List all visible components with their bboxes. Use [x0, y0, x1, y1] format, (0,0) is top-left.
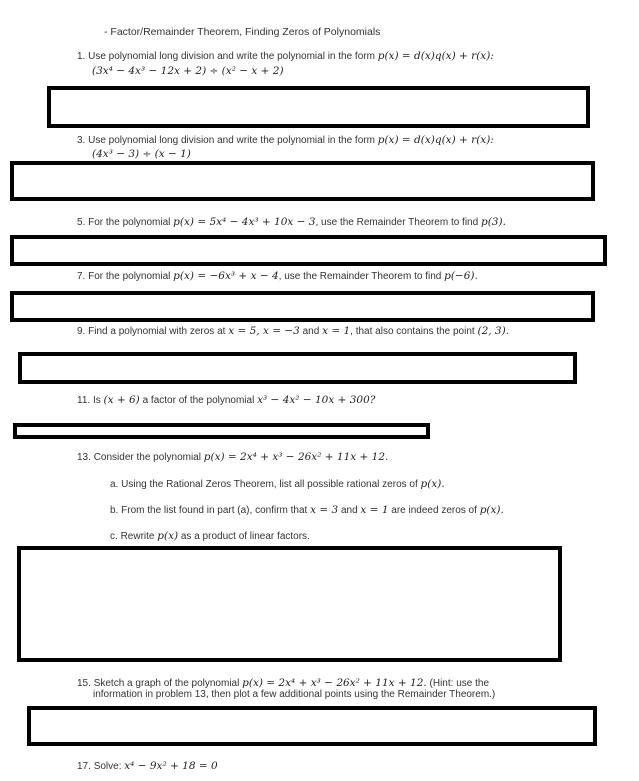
problem-text: , use the Remainder Theorem to find [278, 271, 442, 282]
math-zeros: x = 5, x = −3 [228, 325, 300, 337]
problem-13 [77, 451, 388, 463]
math-factor: (x + 6) [103, 394, 140, 406]
answer-box-13[interactable] [17, 546, 562, 662]
math-point: (2, 3). [477, 325, 510, 337]
problem-text: Solve: [93, 761, 122, 772]
problem-number: 15. [77, 678, 91, 689]
problem-13c [110, 530, 310, 542]
math-form: p(x) = d(x)q(x) + r(x): [377, 134, 494, 146]
problem-text: Consider the polynomial [93, 452, 201, 463]
problem-3-expression: (4x³ − 3) ÷ (x − 1) [92, 148, 191, 160]
problem-5 [77, 216, 506, 228]
math-polynomial: x³ − 4x² − 10x + 300? [257, 394, 376, 406]
math-polynomial: p(x) [157, 530, 179, 542]
part-label: c. [110, 531, 118, 542]
problem-number: 11. [77, 395, 91, 406]
problem-text: , use the Remainder Theorem to find [315, 217, 479, 228]
problem-text: , that also contains the point [350, 326, 475, 337]
answer-box-1[interactable] [47, 86, 590, 128]
problem-9 [77, 325, 509, 337]
problem-3 [77, 134, 494, 146]
problem-text: a factor of the polynomial [142, 395, 255, 406]
problem-number: 9. [77, 326, 86, 337]
math-zero: x = 1 [360, 504, 389, 516]
problem-text: Sketch a graph of the polynomial [93, 678, 240, 689]
math-polynomial: p(x) = 5x⁴ − 4x³ + 10x − 3 [173, 216, 316, 228]
problem-text: Use polynomial long division and write the polynomial in the form [88, 135, 375, 146]
part-label: b. [110, 505, 119, 516]
problem-number: 13. [77, 452, 91, 463]
answer-box-15[interactable] [27, 706, 597, 746]
part-text: From the list found in part (a), confirm that [121, 505, 308, 516]
problem-number: 17. [77, 761, 91, 772]
math-target: p(−6). [444, 270, 478, 282]
problem-text: Use polynomial long division and write the polynomial in the form [88, 51, 375, 62]
problem-17 [77, 760, 218, 772]
part-text: Rewrite [120, 531, 155, 542]
worksheet-title: - Factor/Remainder Theorem, Finding Zeros of Polynomials [104, 26, 381, 38]
problem-number: 7. [77, 271, 86, 282]
math-zero: x = 3 [310, 504, 339, 516]
answer-box-3[interactable] [10, 161, 595, 201]
part-text: Using the Rational Zeros Theorem, list all possible rational zeros of [121, 479, 418, 490]
problem-13a [110, 478, 445, 490]
math-zero: x = 1 [322, 325, 351, 337]
problem-number: 1. [77, 51, 86, 62]
problem-15 [77, 677, 489, 689]
problem-7 [77, 270, 478, 282]
answer-box-11[interactable] [13, 423, 430, 439]
answer-box-5[interactable] [10, 235, 607, 266]
math-polynomial: p(x) = −6x³ + x − 4 [173, 270, 279, 282]
problem-text: and [302, 326, 320, 337]
problem-text: Is [92, 395, 101, 406]
problem-text: For the polynomial [88, 271, 171, 282]
problem-text: For the polynomial [88, 217, 171, 228]
math-equation: x⁴ − 9x² + 18 = 0 [124, 760, 218, 772]
math-target: p(x). [479, 504, 504, 516]
part-label: a. [110, 479, 119, 490]
problem-text: (Hint: use the [429, 678, 490, 689]
math-polynomial: p(x) = 2x⁴ + x³ − 26x² + 11x + 12. [203, 451, 389, 463]
problem-13b [110, 504, 504, 516]
part-text: as a product of linear factors. [180, 531, 310, 542]
answer-box-9[interactable] [18, 352, 577, 384]
problem-number: 5. [77, 217, 86, 228]
part-text: and [340, 505, 358, 516]
problem-1 [77, 50, 494, 62]
problem-text: Find a polynomial with zeros at [88, 326, 226, 337]
problem-15-line2: information in problem 13, then plot a few additional points using the Remainder Theorem.) [93, 689, 496, 700]
math-form: p(x) = d(x)q(x) + r(x): [377, 50, 494, 62]
problem-11 [77, 394, 375, 406]
math-target: p(x). [420, 478, 445, 490]
math-polynomial: p(x) = 2x⁴ + x³ − 26x² + 11x + 12. [242, 677, 427, 689]
part-text: are indeed zeros of [391, 505, 477, 516]
problem-1-expression: (3x⁴ − 4x³ − 12x + 2) ÷ (x² − x + 2) [92, 65, 284, 77]
answer-box-7[interactable] [10, 291, 595, 322]
math-target: p(3). [480, 216, 506, 228]
problem-number: 3. [77, 135, 86, 146]
